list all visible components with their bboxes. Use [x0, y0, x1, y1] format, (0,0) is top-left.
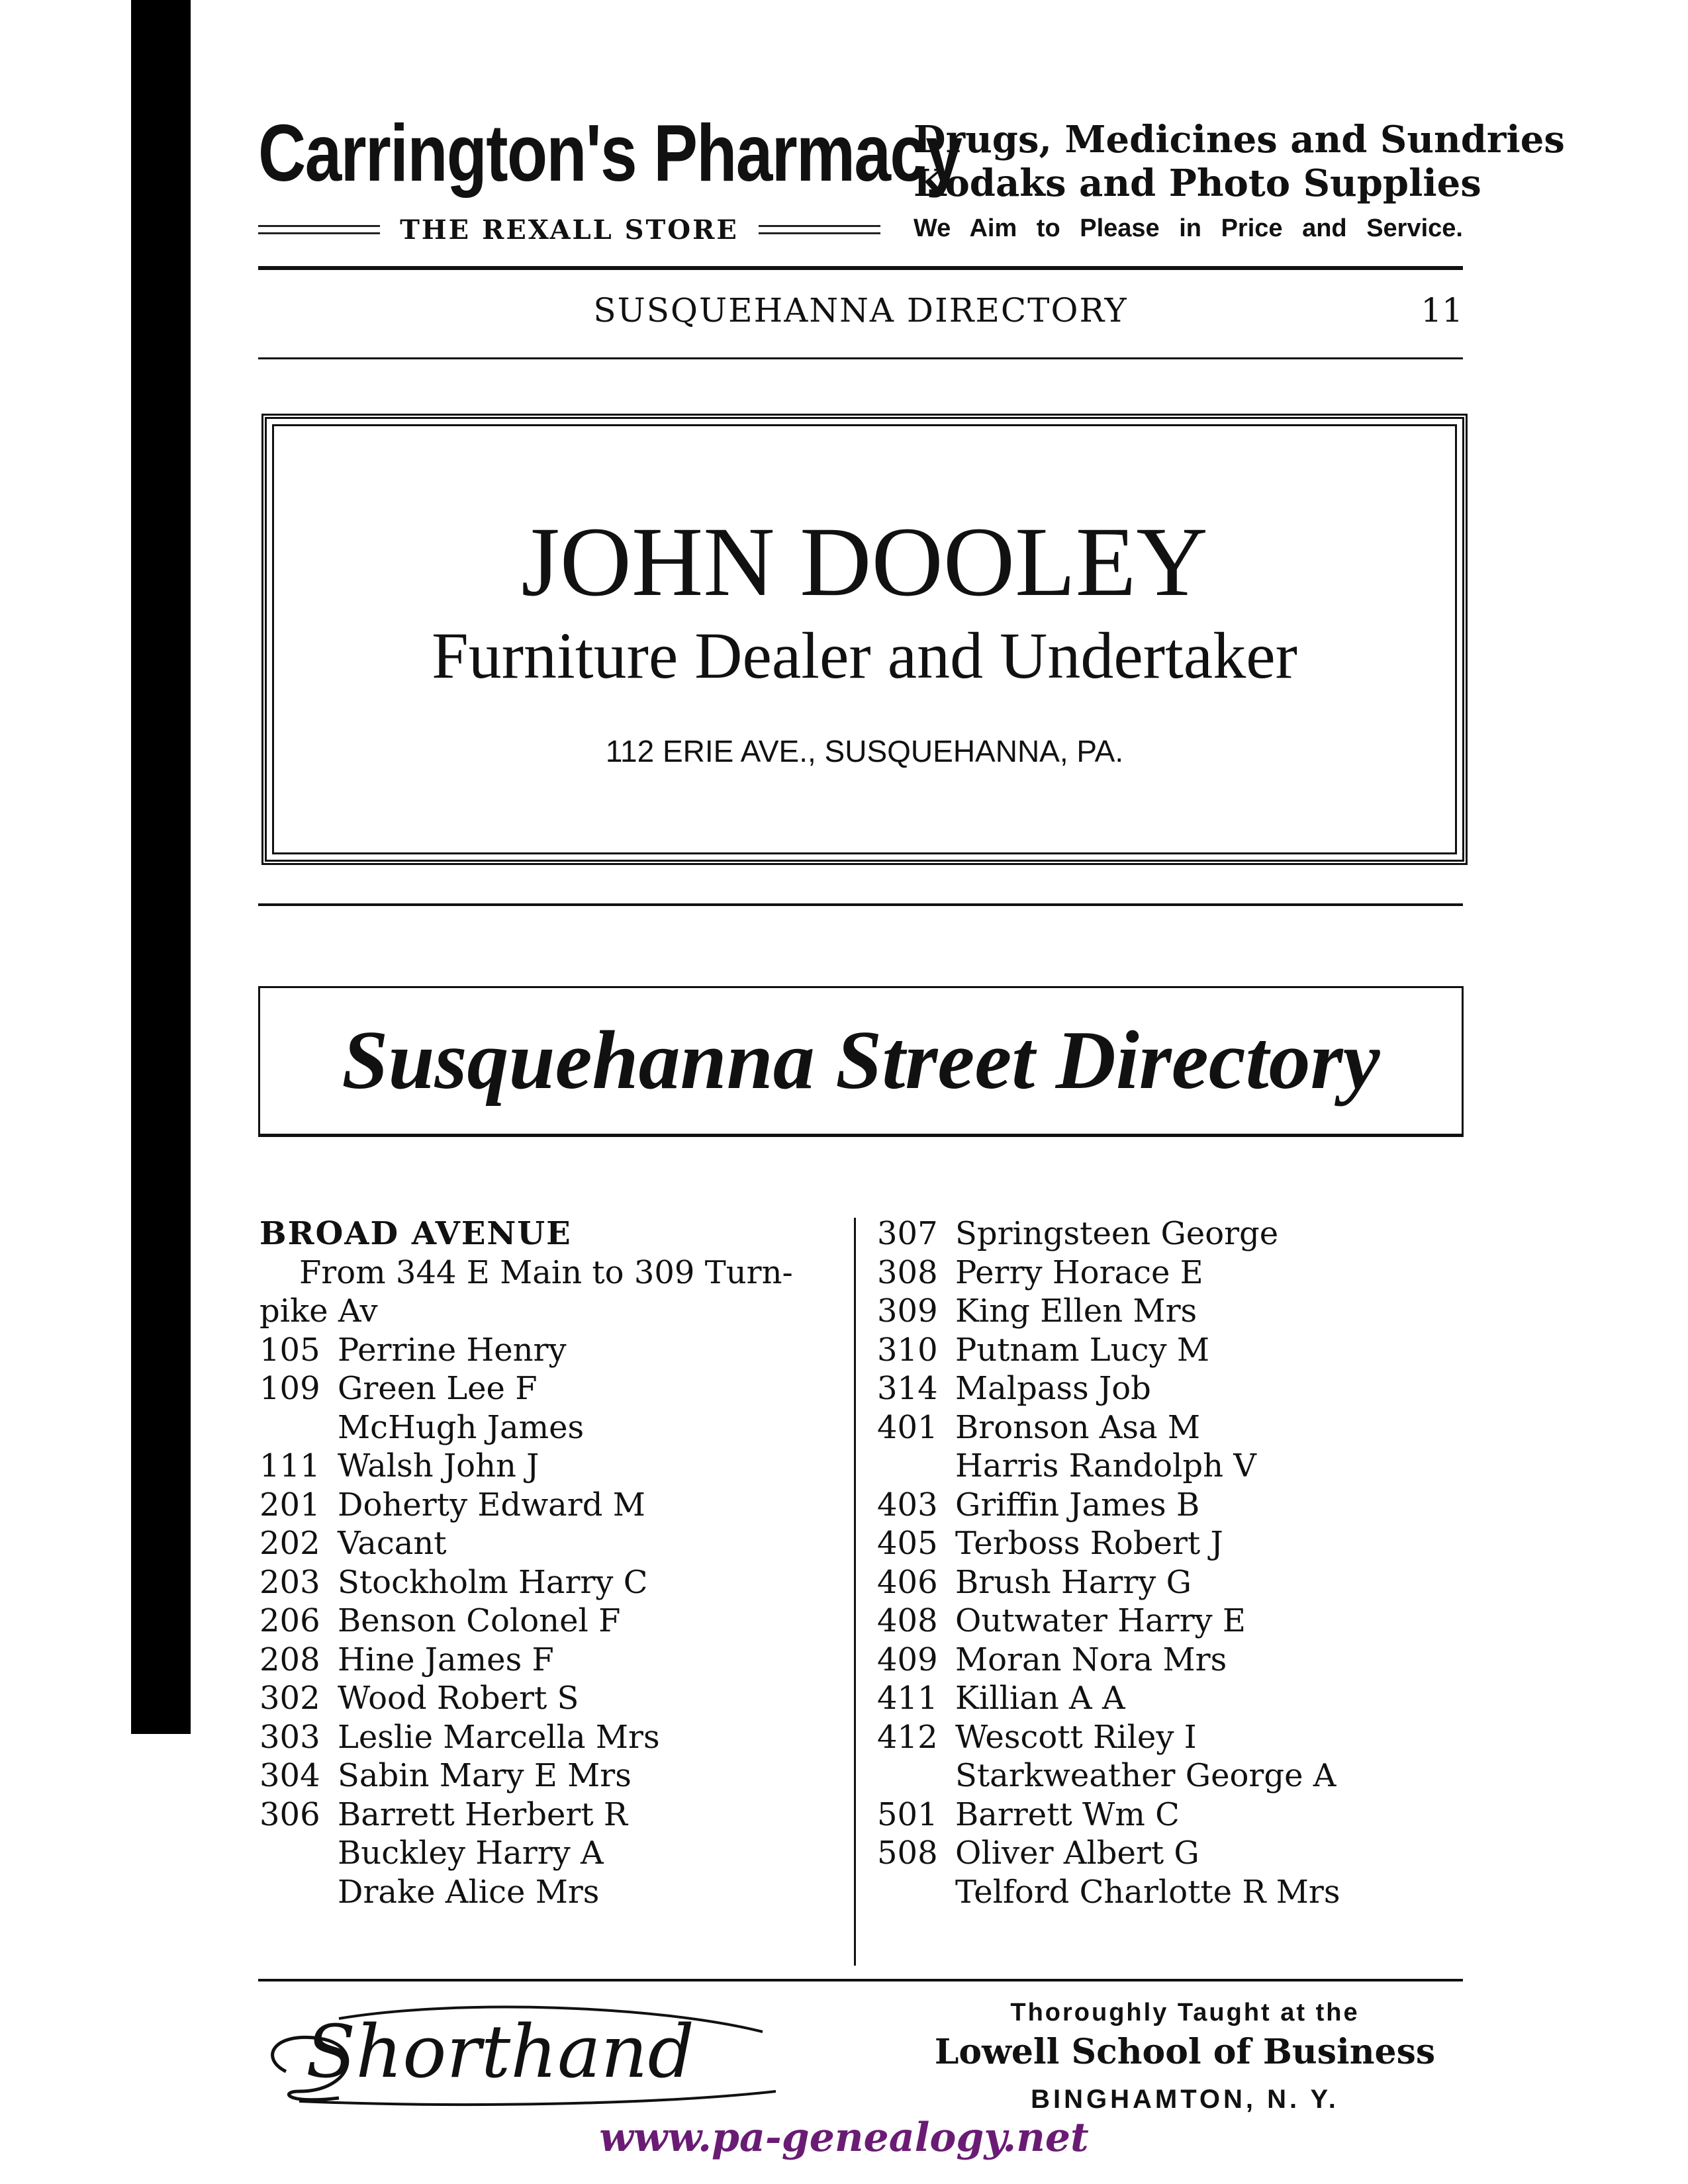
resident-name: Hine James F [338, 1641, 554, 1678]
house-number: 403 [877, 1486, 938, 1524]
listing-list-right [877, 1214, 1473, 1911]
listing-row [259, 1679, 842, 1718]
listing-column-right [877, 1214, 1473, 1911]
house-number: 201 [259, 1486, 320, 1524]
school-name: Lowell School of Business [934, 2032, 1436, 2072]
dooley-ad-box [261, 414, 1468, 865]
house-number: 406 [877, 1563, 938, 1601]
house-number: 314 [877, 1370, 938, 1407]
listing-row [259, 1641, 842, 1680]
listing-row [259, 1796, 842, 1835]
listing-row [877, 1447, 1473, 1486]
house-number: 304 [259, 1757, 320, 1794]
resident-name: Drake Alice Mrs [338, 1873, 600, 1911]
house-number: 111 [259, 1447, 320, 1484]
resident-name: Terboss Robert J [955, 1525, 1223, 1562]
resident-name: Vacant [338, 1525, 447, 1562]
resident-name: Green Lee F [338, 1370, 538, 1407]
resident-name: Springsteen George [955, 1215, 1279, 1252]
school-city: BINGHAMTON, N. Y. [1031, 2085, 1339, 2114]
listing-row [877, 1253, 1473, 1293]
column-divider [854, 1218, 856, 1966]
dooley-name: JOHN DOOLEY [521, 507, 1208, 617]
listing-row [259, 1563, 842, 1602]
listing-row [259, 1834, 842, 1873]
resident-name: Buckley Harry A [338, 1835, 604, 1872]
resident-name: Bronson Asa M [955, 1408, 1201, 1446]
resident-name: Walsh John J [338, 1447, 539, 1484]
listing-row [259, 1447, 842, 1486]
resident-name: Oliver Albert G [955, 1835, 1199, 1872]
resident-name: Benson Colonel F [338, 1602, 621, 1639]
header-rule-bottom [258, 357, 1463, 359]
page-number: 11 [1421, 291, 1463, 330]
shorthand-logo [259, 1992, 789, 2111]
pharmacy-name: Carrington's Pharmacy [258, 108, 962, 198]
resident-name: Starkweather George A [955, 1757, 1336, 1794]
house-number: 203 [259, 1563, 320, 1601]
house-number: 308 [877, 1253, 938, 1291]
listing-row [259, 1718, 842, 1757]
resident-name: Putnam Lucy M [955, 1331, 1209, 1369]
listing-row [877, 1679, 1473, 1718]
listing-row [259, 1331, 842, 1370]
resident-name: Killian A A [955, 1680, 1125, 1717]
listing-row [877, 1756, 1473, 1796]
house-number: 411 [877, 1680, 938, 1717]
listing-row [877, 1408, 1473, 1447]
resident-name: Wescott Riley I [955, 1718, 1197, 1756]
footer-rule [258, 1979, 1463, 1981]
listing-row [877, 1718, 1473, 1757]
resident-name: Perry Horace E [955, 1253, 1203, 1291]
shorthand-logo-text: Shorthand [306, 2009, 694, 2094]
listing-column-left [259, 1214, 842, 1911]
house-number [877, 1756, 955, 1796]
listing-row [259, 1369, 842, 1408]
listing-row [877, 1369, 1473, 1408]
school-taught: Thoroughly Taught at the [1010, 1999, 1360, 2026]
house-number [877, 1447, 955, 1486]
resident-name: Moran Nora Mrs [955, 1641, 1227, 1678]
resident-name: Barrett Herbert R [338, 1796, 628, 1833]
house-number: 309 [877, 1293, 938, 1330]
house-number: 412 [877, 1718, 938, 1756]
house-number: 408 [877, 1602, 938, 1639]
double-rule [759, 225, 880, 234]
resident-name: Wood Robert S [338, 1680, 579, 1717]
pharmacy-line-1: Drugs, Medicines and Sundries [914, 118, 1565, 161]
listing-row [259, 1756, 842, 1796]
resident-name: Sabin Mary E Mrs [338, 1757, 632, 1794]
house-number: 105 [259, 1331, 320, 1369]
listing-row [877, 1524, 1473, 1563]
house-number: 501 [877, 1796, 938, 1833]
house-number: 302 [259, 1680, 320, 1717]
house-number: 208 [259, 1641, 320, 1678]
listing-row [877, 1563, 1473, 1602]
house-number: 303 [259, 1718, 320, 1756]
resident-name: Barrett Wm C [955, 1796, 1180, 1833]
house-number: 109 [259, 1370, 320, 1407]
house-number: 202 [259, 1525, 320, 1562]
house-number [259, 1834, 338, 1873]
dooley-trade: Furniture Dealer and Undertaker [432, 619, 1297, 692]
listing-row [877, 1292, 1473, 1331]
house-number [877, 1873, 955, 1912]
section-rule [258, 903, 1463, 906]
listing-row [259, 1873, 842, 1912]
resident-name: Brush Harry G [955, 1563, 1192, 1601]
house-number: 508 [877, 1835, 938, 1872]
house-number: 206 [259, 1602, 320, 1639]
directory-banner [258, 986, 1464, 1137]
page-title: SUSQUEHANNA DIRECTORY [593, 291, 1128, 330]
listing-row [877, 1834, 1473, 1873]
street-extent: From 344 E Main to 309 Turn- [299, 1253, 793, 1291]
resident-name: Outwater Harry E [955, 1602, 1246, 1639]
listing-row [877, 1331, 1473, 1370]
resident-name: Malpass Job [955, 1370, 1151, 1407]
house-number: 409 [877, 1641, 938, 1678]
house-number: 307 [877, 1215, 938, 1252]
listing-row [259, 1524, 842, 1563]
resident-name: King Ellen Mrs [955, 1293, 1197, 1330]
watermark-url: www.pa-genealogy.net [599, 2115, 1089, 2161]
pharmacy-services [914, 118, 1565, 243]
resident-name: Griffin James B [955, 1486, 1200, 1524]
dooley-address: 112 ERIE AVE., SUSQUEHANNA, PA. [605, 734, 1124, 768]
listing-row [877, 1796, 1473, 1835]
resident-name: Leslie Marcella Mrs [338, 1718, 660, 1756]
listing-list-left [259, 1331, 842, 1912]
pharmacy-line-2: Kodaks and Photo Supplies [914, 161, 1481, 205]
header-rule-top [258, 266, 1463, 270]
listing-row [259, 1602, 842, 1641]
listing-row [877, 1214, 1473, 1253]
listing-row [877, 1602, 1473, 1641]
street-extent-cont: pike Av [259, 1293, 378, 1330]
resident-name: Stockholm Harry C [338, 1563, 648, 1601]
listing-row [877, 1873, 1473, 1912]
resident-name: Harris Randolph V [955, 1447, 1256, 1484]
house-number: 405 [877, 1525, 938, 1562]
house-number [259, 1408, 338, 1447]
resident-name: Perrine Henry [338, 1331, 567, 1369]
house-number: 306 [259, 1796, 320, 1833]
street-name: BROAD AVENUE [259, 1215, 572, 1252]
scan-binding-edge [131, 0, 191, 1734]
listing-row [877, 1486, 1473, 1525]
rexall-tagline-row [258, 213, 880, 246]
rexall-tagline: THE REXALL STORE [400, 214, 739, 246]
listing-row [259, 1408, 842, 1447]
resident-name: Telford Charlotte R Mrs [955, 1873, 1340, 1911]
double-rule [258, 225, 380, 234]
resident-name: Doherty Edward M [338, 1486, 645, 1524]
listing-row [877, 1641, 1473, 1680]
directory-banner-title: Susquehanna Street Directory [342, 1015, 1380, 1107]
resident-name: McHugh James [338, 1408, 585, 1446]
listing-row [259, 1486, 842, 1525]
house-number: 310 [877, 1331, 938, 1369]
house-number [259, 1873, 338, 1912]
house-number: 401 [877, 1408, 938, 1446]
pharmacy-slogan: We Aim to Please in Price and Service. [914, 214, 1463, 242]
